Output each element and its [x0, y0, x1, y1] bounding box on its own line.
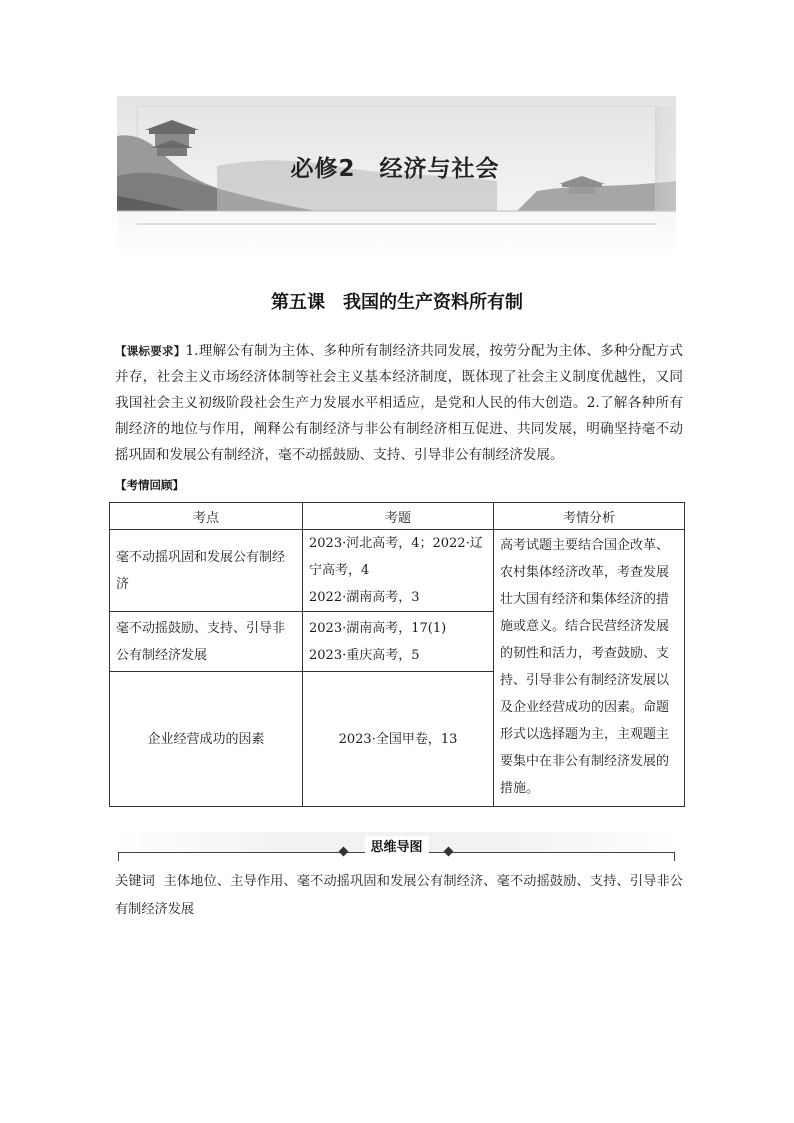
requirements-text: 1.理解公有制为主体、多种所有制经济共同发展，按劳分配为主体、多种分配方式并存，社会主义市场经济体制等社会主义基本经济制度，既体现了社会主义制度优越性，又同我国社会主义初级阶段社会生产力发展水平相适应，是党和人民的伟大创造。2.了解各种所有制经济的地位与作用，阐释公有制经济与非公有制经济相互促进、共同发展，明确坚持毫不动摇巩固和发展公有制经济，毫不动摇鼓励、支持、引导非公有制经济发展。 — [115, 343, 683, 463]
table-cell-point: 企业经营成功的因素 — [110, 672, 303, 807]
exam-table — [109, 502, 685, 807]
lesson-title: 第五课 我国的生产资料所有制 — [271, 292, 523, 313]
table-cell-analysis: 高考试题主要结合国企改革、农村集体经济改革，考查发展壮大国有经济和集体经济的措施或意义。结合民营经济发展的韧性和活力，考查鼓励、支持、引导非公有制经济发展以及企业经营成功的因素。命题形式以选择题为主，主观题主要集中在非公有制经济发展的措施。 — [494, 530, 685, 807]
requirements-tag: 【课标要求】 — [115, 344, 186, 358]
question-line: 2022·湖南高考，3 — [309, 590, 420, 605]
question-line: 2023·河北高考，4；2022·辽宁高考，4 — [309, 536, 483, 578]
column-header-analysis: 考情分析 — [494, 503, 685, 530]
table-cell-point: 毫不动摇鼓励、支持、引导非公有制经济发展 — [110, 612, 303, 672]
table-cell-questions — [303, 530, 494, 612]
table-cell-questions — [303, 612, 494, 672]
exam-review-label: 【考情回顾】 — [115, 478, 184, 492]
table-cell-point: 毫不动摇巩固和发展公有制经济 — [110, 530, 303, 612]
question-line: 2023·重庆高考，5 — [309, 647, 420, 663]
table-header-row — [110, 503, 685, 530]
column-header-point: 考点 — [110, 503, 303, 530]
mindmap-section-header — [118, 832, 675, 860]
curriculum-requirements — [115, 338, 683, 468]
book-title: 必修2 经济与社会 — [290, 156, 500, 182]
divider-left-tick — [118, 852, 119, 861]
mindmap-label: 思维导图 — [364, 836, 428, 855]
divider-right-tick — [674, 852, 675, 861]
question-line: 2023·湖南高考，17(1) — [309, 620, 447, 636]
table-cell-questions: 2023·全国甲卷，13 — [303, 672, 494, 807]
column-header-questions: 考题 — [303, 503, 494, 530]
table-row — [110, 530, 685, 612]
keywords-line: 关键词 主体地位、主导作用、毫不动摇巩固和发展公有制经济、毫不动摇鼓励、支持、引导非公有制经济发展 — [115, 874, 683, 917]
